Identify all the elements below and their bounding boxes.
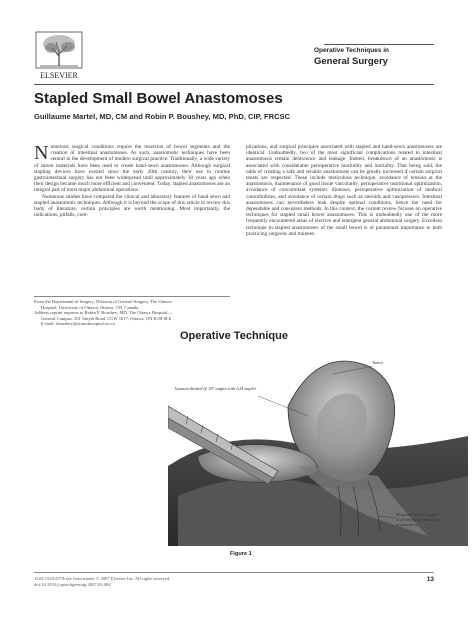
footnote-line: General Campus, 501 Smyth Road, CCW 1617, Ottawa, ON K1H 8L6 — [41, 315, 172, 321]
journal-prefix: Operative Techniques in — [314, 47, 390, 54]
article-title: Stapled Small Bowel Anastomoses — [34, 90, 283, 107]
footer-rule — [34, 572, 434, 573]
label-marginal-vessels-2: & divided with dissection — [396, 517, 440, 522]
journal-heading — [314, 47, 424, 67]
body-column-2 — [246, 144, 442, 237]
label-marginal-vessels-3: of mesentery — [396, 522, 418, 527]
affiliation-footnote — [34, 299, 234, 327]
article-authors: Guillaume Martel, MD, CM and Robin P. Boushey, MD, PhD, CIP, FRCSC — [34, 112, 291, 121]
footnote-rule — [34, 296, 230, 297]
footnote-line: From the Department of Surgery, Division of General Surgery, The Ottawa — [34, 299, 172, 304]
journal-rule — [324, 44, 434, 45]
copyright-info — [34, 576, 170, 587]
body-column-1 — [34, 144, 230, 218]
paragraph: plications, and surgical principles associated with stapled and hand-sewn anastomoses are identical. Undoubtedly, two of the most significant complications related to intestinal anastomosis remain dehiscence and leakage. Indeed, breakdown of an anastomosis is associated with considerable perioperative morbidity and mortality. That being said, the odds of creating a safe and reliable anastomosis can be greatly increased if certain surgical tenets are respected. These include meticulous technique, avoidance of tension at the anastomosis, maintenance of good tissue vascularity, perioperative nutritional optimization, avoidance of concomitant systemic illnesses, perioperative optimization of medical comorbidities, and avoidance of certain drugs such as steroids and vasopressors. Intestinal anastomoses can nevertheless leak despite optimal conditions, hence the need for dependable and consistent methods. In this context, the current review focuses on operative techniques for stapled small bowel anastomoses. This is undoubtedly one of the more frequently encountered areas of elective and emergent general abdominal surgery. Excellent technique in stapled anastomoses of the small bowel is of paramount importance to both practicing surgeons and trainees. — [246, 144, 442, 237]
header-rule — [34, 84, 434, 85]
drop-cap: N — [34, 142, 49, 164]
figure-caption: Figure 1 — [230, 551, 252, 557]
footnote-line: Hospital, University of Ottawa, Ottawa, ON, Canada. — [41, 304, 140, 310]
elsevier-logo — [34, 30, 84, 82]
label-jejunum: Jejunum divided @ 30° angles with GIA stapler — [174, 386, 257, 391]
publisher-name: ELSEVIER — [40, 71, 78, 80]
paragraph: umerous surgical conditions require the resection of bowel segments and the creation of intestinal anastomoses. As such, anastomotic techniques have been central to the development of modern surgical practice. Traditionally, a wide variety of suture materials have been used to create hand-sewn anastomoses. Although surgical stapling devices have existed since the early 20th century, their use in routine gastrointestinal surgery has not been widespread until approximately 30 years ago when their design became much more efficient and convenient. Today, stapled anastomoses are an integral part of most major abdominal operations. — [34, 144, 230, 194]
page-number: 13 — [426, 576, 434, 583]
label-marginal-vessels: Marginal vessels ligated — [396, 512, 439, 517]
surgical-illustration — [168, 346, 468, 546]
doi-line: doi:10.1053/j.optechgensurg.2007.03.004 — [34, 581, 111, 587]
footnote-line: Address reprint requests to Robin P. Boushey, MD, The Ottawa Hospital— — [34, 310, 172, 316]
copyright-line: 1524-153X/07/$-see front matter © 2007 Elsevier Inc. All rights reserved. — [34, 576, 171, 581]
journal-name: General Surgery — [314, 56, 388, 67]
section-heading: Operative Technique — [180, 330, 288, 342]
label-tumor: Tumor — [372, 360, 384, 365]
paragraph: Numerous studies have compared the clinical and laboratory features of hand sewn and stapled anastomotic techniques. Although it is beyond the scope of this article to review this body of literature, certain principles are worth mentioning. Most importantly, the indications, pitfalls, com- — [34, 193, 230, 219]
footnote-email: E-mail: rboushey@ottawahospital.on.ca — [41, 321, 115, 327]
